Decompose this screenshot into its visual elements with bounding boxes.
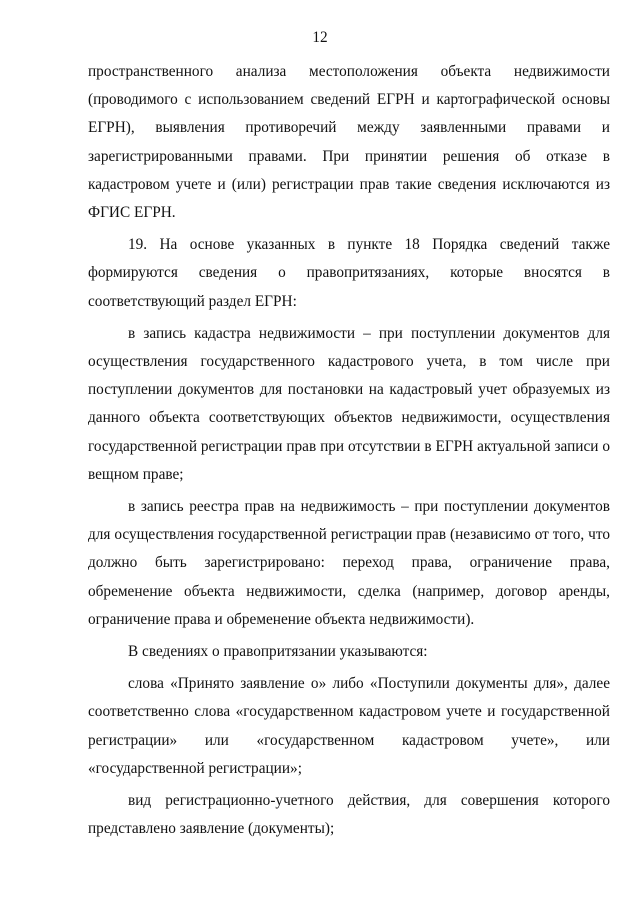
- paragraph-claims-words: слова «Принято заявление о» либо «Поступили документы для», далее соответственно слова «государственном кадастровом учете и государственной регистрации» или «государственном кадастровом учете», или «государственной регистрации»;: [88, 675, 610, 777]
- paragraph-action-type: вид регистрационно-учетного действия, для совершения которого представлено заявление (документы);: [88, 792, 610, 838]
- paragraph-claims-intro: В сведениях о правопритязании указываются:: [128, 643, 428, 661]
- paragraph-continuation: пространственного анализа местоположения объекта недвижимости (проводимого с использованием сведений ЕГРН и картографической основы ЕГРН), выявления противоречий между заявленными правами и зарегистрированными правами. При принятии решения об отказе в кадастровом учете и (или) регистрации прав такие сведения исключаются из ФГИС ЕГРН.: [88, 63, 610, 222]
- page-number: 12: [312, 29, 328, 46]
- paragraph-rights-registry-record: в запись реестра прав на недвижимость – при поступлении документов для осуществления государственной регистрации прав (независимо от того, что должно быть зарегистрировано: переход права, ограничение права, обременение объекта недвижимости, сделка (например, договор аренды, ограничение права и обременение объекта недвижимости).: [88, 498, 610, 628]
- paragraph-cadastre-record: в запись кадастра недвижимости – при поступлении документов для осуществления государственного кадастрового учета, в том числе при поступлении документов для постановки на кадастровый учет образуемых из данного объекта соответствующих объектов недвижимости, осуществления государственной регистрации прав при отсутствии в ЕГРН актуальной записи о вещном праве;: [88, 324, 610, 483]
- paragraph-item-19: 19. На основе указанных в пункте 18 Порядка сведений также формируются сведения о правопритязаниях, которые вносятся в соответствующий раздел ЕГРН:: [88, 236, 610, 310]
- document-body: [88, 58, 610, 843]
